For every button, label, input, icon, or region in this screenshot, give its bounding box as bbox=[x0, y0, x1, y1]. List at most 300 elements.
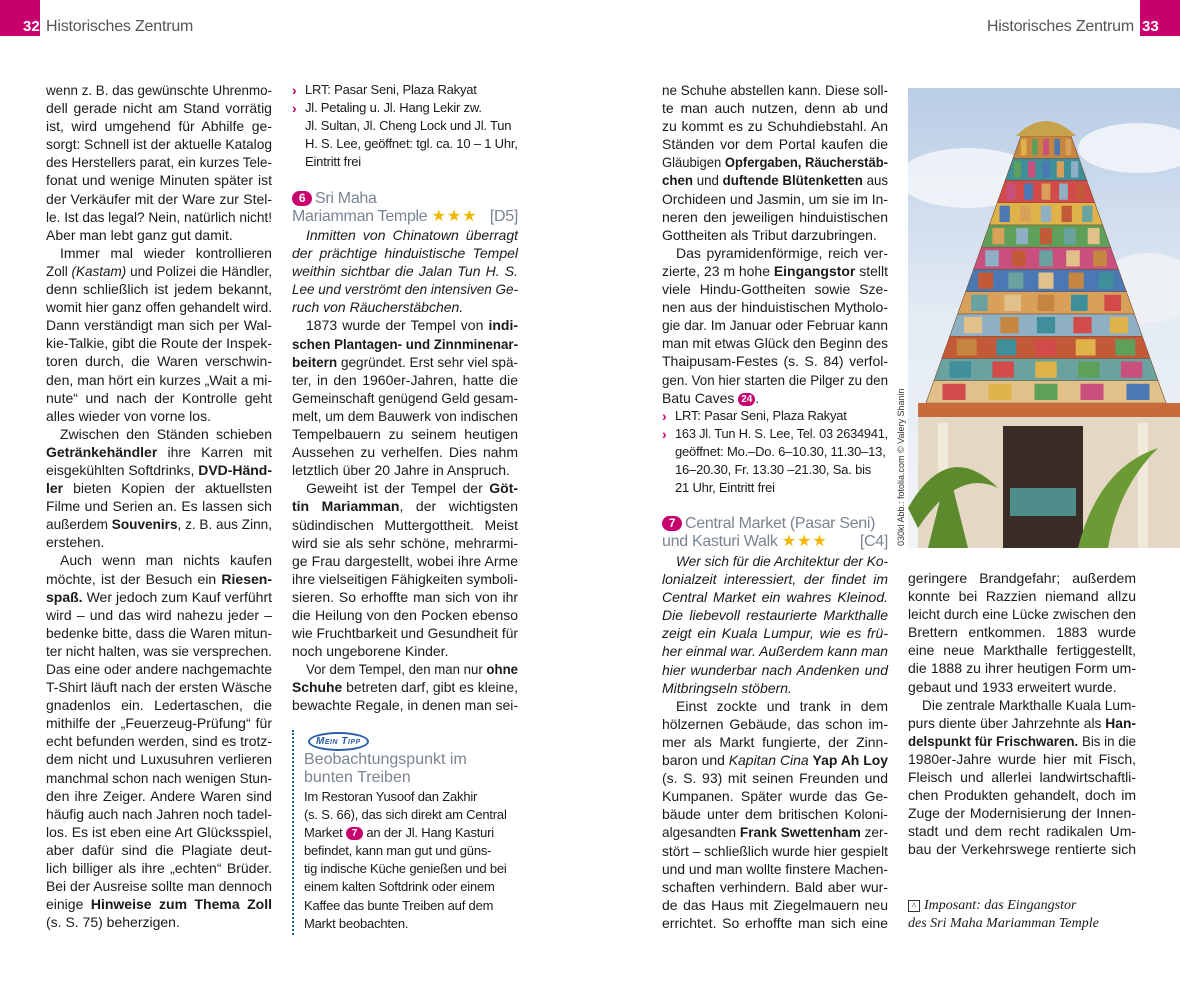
text-run: letztlich über 20 Jahre in Anspruch. bbox=[292, 462, 510, 479]
line-text bbox=[292, 353, 518, 371]
text-line bbox=[662, 697, 888, 715]
text-run: purs diente über Jahrzehnte als bbox=[908, 714, 1106, 731]
text-line bbox=[304, 788, 518, 806]
line-text bbox=[662, 606, 888, 624]
line-text bbox=[46, 135, 272, 153]
text-run: der Verkäufer mit der Ware zur Stel- bbox=[46, 190, 273, 207]
text-line bbox=[662, 425, 889, 443]
text-line bbox=[46, 515, 272, 533]
text-line bbox=[46, 298, 272, 316]
text-line bbox=[46, 153, 272, 171]
line-text bbox=[675, 425, 888, 443]
text-line bbox=[46, 769, 272, 787]
text-line bbox=[46, 99, 272, 117]
text-run: eine neue Markthalle fertiggestellt, bbox=[908, 642, 1136, 659]
text-line bbox=[292, 99, 518, 117]
deity-figure bbox=[950, 362, 971, 378]
italic-text: Lee und verströmt den intensiven Ge- bbox=[292, 281, 519, 298]
line-text bbox=[662, 570, 888, 588]
text-line bbox=[46, 117, 272, 135]
text-line bbox=[662, 661, 888, 679]
text-line bbox=[46, 171, 272, 189]
sight-number-badge: 7 bbox=[346, 827, 363, 840]
text-run: womit hier ganz offen gehandelt wird. bbox=[46, 299, 273, 316]
text-line bbox=[46, 262, 272, 280]
text-run: echt befunden werden, sind es trotz- bbox=[46, 733, 272, 750]
text-run: Market bbox=[304, 825, 346, 841]
text-run: 1980er-Jahre wurde hier mit Fisch, bbox=[908, 750, 1136, 767]
deity-figure bbox=[1035, 384, 1058, 400]
text-line bbox=[662, 860, 888, 878]
line-text bbox=[305, 81, 477, 99]
line-text bbox=[908, 659, 1136, 677]
bold-text: spaß. bbox=[46, 588, 83, 605]
text-line bbox=[46, 135, 272, 153]
text-run: denn schließlich ist jedem bekannt, bbox=[46, 281, 272, 298]
line-text bbox=[292, 497, 518, 515]
deity-figure bbox=[1039, 250, 1053, 266]
text-line bbox=[304, 860, 518, 878]
text-line bbox=[662, 769, 888, 787]
text-run: 1873 wurde der Tempel von bbox=[306, 317, 489, 334]
line-text bbox=[292, 389, 518, 407]
line-text bbox=[292, 642, 448, 660]
text-line bbox=[292, 642, 518, 660]
deity-figure bbox=[1071, 161, 1078, 177]
text-run: T-Shirt läuft nach der ersten Wäsche bbox=[46, 679, 272, 696]
bold-text: Han- bbox=[1105, 714, 1136, 731]
text-run: le. Ist das legal? Nein, natürlich nicht! bbox=[46, 208, 272, 225]
text-run: ge Frau dargestellt, wobei ihre Arme bbox=[292, 552, 518, 569]
text-run: te man auch nutzen, denn ab und bbox=[662, 100, 889, 117]
bold-text: ler bbox=[46, 480, 64, 497]
deity-figure bbox=[1038, 273, 1053, 289]
text-line bbox=[292, 389, 518, 407]
line-text bbox=[46, 714, 272, 732]
text-run: Wer jedoch zum Kauf verführt bbox=[82, 588, 273, 605]
italic-text: lonialzeit interessiert, der findet im bbox=[662, 571, 889, 588]
text-line bbox=[46, 389, 272, 407]
bold-text: Yap Ah Loy bbox=[812, 752, 889, 769]
line-text bbox=[662, 860, 888, 878]
text-line bbox=[46, 859, 272, 877]
deity-figure bbox=[1020, 206, 1030, 222]
text-run: manchmal schon nach wenigen Stun- bbox=[46, 769, 272, 786]
text-line bbox=[908, 804, 1136, 822]
line-text bbox=[292, 461, 510, 479]
text-run: aber dafür sind die Plagiate deut- bbox=[46, 841, 272, 858]
text-run: dell gerade nicht am Stand vorrätig bbox=[46, 100, 272, 117]
text-run: und und man wollte finstere Machen- bbox=[662, 860, 888, 877]
text-run: stört – schließlich wurde hier gespielt bbox=[662, 842, 888, 859]
text-run: Ständen vor dem Portal kaufen die bbox=[662, 136, 888, 153]
text-run: algesandten bbox=[662, 824, 740, 841]
text-line bbox=[662, 153, 888, 171]
column bbox=[1138, 423, 1148, 548]
line-text bbox=[662, 298, 888, 316]
text-run: bieten Kopien der aktuellsten bbox=[63, 480, 272, 497]
text-run: gie dar. Im Januar oder Februar kann bbox=[662, 317, 889, 334]
text-line bbox=[292, 316, 518, 334]
mein-tipp-box bbox=[292, 730, 520, 935]
line-text bbox=[46, 461, 272, 479]
text-run: Kumpanen. Später wurde das Ge- bbox=[662, 788, 888, 805]
bold-text: Frank Swettenham bbox=[739, 824, 861, 841]
text-run: Gläubigen bbox=[662, 154, 725, 171]
text-run: Kaffee das bunte Treiben auf dem bbox=[304, 897, 494, 913]
line-text bbox=[662, 316, 888, 334]
deity-figure bbox=[1078, 362, 1099, 378]
sight-6-heading bbox=[292, 190, 518, 226]
deity-figure bbox=[1077, 184, 1086, 200]
text-line bbox=[305, 117, 518, 135]
line-text bbox=[46, 877, 272, 895]
text-line bbox=[662, 389, 888, 407]
sight-7-heading bbox=[662, 515, 888, 551]
deity-figure bbox=[1057, 161, 1064, 177]
text-run: Aber man lebt ganz gut damit. bbox=[46, 226, 233, 243]
text-line bbox=[908, 623, 1136, 641]
text-run: errichtet. So erhoffte man sich eine bbox=[662, 914, 889, 931]
text-line bbox=[292, 425, 518, 443]
line-text bbox=[908, 587, 1136, 605]
text-run: zierte, 23 m hohe bbox=[662, 262, 774, 279]
text-run: gegründet. Erst sehr viel spä- bbox=[337, 353, 519, 370]
text-run: , z. B. aus Zinn, bbox=[177, 516, 272, 533]
text-line bbox=[304, 806, 518, 824]
deity-figure bbox=[992, 228, 1004, 244]
text-run: Bis in die bbox=[1078, 732, 1136, 749]
line-text bbox=[46, 678, 272, 696]
text-line bbox=[292, 298, 518, 316]
text-run: mer als Markt fungierte, der Zinn- bbox=[662, 733, 889, 750]
page-number-left: 32 bbox=[23, 18, 40, 35]
text-run: aus bbox=[862, 172, 889, 189]
line-text bbox=[908, 750, 1136, 768]
text-run: fonat und wenige Minuten später ist bbox=[46, 172, 272, 189]
door-decoration bbox=[1010, 488, 1076, 516]
line-text bbox=[46, 497, 272, 515]
line-text bbox=[46, 334, 272, 352]
text-line bbox=[662, 352, 888, 370]
line-text bbox=[292, 624, 518, 642]
text-run: mithilfe der „Feuerzeug-Prüfung“ für bbox=[46, 715, 272, 732]
text-line bbox=[46, 678, 272, 696]
line-text bbox=[908, 623, 1136, 641]
text-line bbox=[46, 841, 272, 859]
line-text bbox=[306, 316, 518, 334]
deity-figure bbox=[985, 250, 999, 266]
line-text bbox=[662, 914, 888, 932]
text-line bbox=[292, 497, 518, 515]
text-run: LRT: Pasar Seni, Plaza Rakyat bbox=[305, 82, 477, 97]
text-line bbox=[292, 353, 518, 371]
deity-figure bbox=[1032, 139, 1038, 155]
text-run: (s. S. 75) beherzigen. bbox=[46, 914, 180, 931]
deity-figure bbox=[1000, 206, 1010, 222]
line-text bbox=[662, 371, 888, 389]
text-run: Jl. Sultan, Jl. Cheng Lock und Jl. Tun bbox=[305, 118, 512, 134]
deity-figure bbox=[1000, 317, 1018, 333]
line-text bbox=[305, 135, 518, 153]
line-text bbox=[292, 534, 518, 552]
line-text bbox=[46, 913, 180, 931]
text-line bbox=[46, 570, 272, 588]
deity-figure bbox=[1066, 250, 1080, 266]
line-text bbox=[46, 208, 272, 226]
deity-figure bbox=[1012, 250, 1026, 266]
line-text bbox=[304, 824, 494, 842]
line-text bbox=[304, 788, 477, 806]
text-line bbox=[908, 714, 1136, 732]
line-text bbox=[46, 407, 211, 425]
text-run: man mit etwas Glück den Beginn des bbox=[662, 335, 888, 352]
text-run: bäude unter dem britischen Koloni- bbox=[662, 806, 888, 823]
text-line bbox=[662, 823, 888, 841]
text-run: gnadenlos ein. Ledertaschen, die bbox=[46, 697, 272, 714]
text-run: stellt bbox=[855, 262, 888, 279]
text-line bbox=[908, 569, 1136, 587]
bold-text: Göt- bbox=[489, 480, 519, 497]
bold-text: chen bbox=[662, 172, 694, 189]
text-line bbox=[908, 641, 1136, 659]
deity-figure bbox=[992, 362, 1013, 378]
text-line bbox=[292, 335, 518, 353]
line-text bbox=[908, 804, 1136, 822]
text-run: südindischen Muttergottheit. Meist bbox=[292, 516, 518, 533]
deity-figure bbox=[1062, 206, 1072, 222]
text-line bbox=[908, 659, 1136, 677]
bold-text: schen Plantagen- und Zinnminenar- bbox=[292, 335, 519, 352]
text-line bbox=[662, 642, 888, 660]
text-line bbox=[908, 732, 1136, 750]
tipp-title: Beobachtungspunkt im bbox=[304, 751, 467, 768]
bold-text: indi- bbox=[488, 317, 519, 334]
line-text bbox=[676, 244, 888, 262]
column-1-text bbox=[46, 81, 272, 931]
text-line bbox=[662, 878, 888, 896]
text-run: erstehen. bbox=[46, 534, 105, 551]
line-text bbox=[292, 570, 518, 588]
text-run: Die zentrale Markthalle Kuala Lum- bbox=[922, 696, 1136, 713]
deity-figure bbox=[1073, 317, 1091, 333]
text-run: noch ungeborene Kinder. bbox=[292, 643, 449, 660]
text-run: gebaut und 1933 erweitert wurde. bbox=[908, 678, 1117, 695]
text-line bbox=[662, 624, 888, 642]
line-text bbox=[662, 389, 759, 407]
deity-figure bbox=[1099, 273, 1114, 289]
line-text bbox=[46, 371, 272, 389]
line-text bbox=[306, 479, 518, 497]
text-line bbox=[292, 570, 518, 588]
photo-credit: 030kl Abb.: fotolia.com © Valery Shanin bbox=[896, 388, 906, 546]
deity-figure bbox=[1007, 184, 1016, 200]
text-line bbox=[292, 606, 518, 624]
text-run: (s. S. 66), das sich direkt am Central bbox=[304, 807, 507, 823]
text-line bbox=[662, 244, 888, 262]
line-text bbox=[662, 896, 888, 914]
line-text bbox=[60, 551, 272, 569]
line-text bbox=[46, 642, 272, 660]
text-run: bewachte Regale, in denen man sei- bbox=[292, 697, 518, 714]
line-text bbox=[305, 153, 361, 171]
text-run: Aussehen zu verhelfen. Dies nahm bbox=[292, 444, 519, 461]
text-run: den ihre Zeiger. Andere Waren sind bbox=[46, 787, 272, 804]
line-text bbox=[675, 461, 871, 479]
line-text bbox=[662, 624, 888, 642]
sight-title: Central Market (Pasar Seni) bbox=[685, 515, 876, 532]
text-run: wenn z. B. das gewünschte Uhrenmo- bbox=[46, 82, 273, 98]
line-text bbox=[662, 661, 888, 679]
text-line bbox=[292, 516, 518, 534]
deity-figure bbox=[1014, 161, 1021, 177]
line-text bbox=[46, 171, 272, 189]
line-text bbox=[662, 117, 888, 135]
sight-6-info-list bbox=[662, 407, 889, 497]
text-line bbox=[292, 588, 518, 606]
text-line bbox=[662, 117, 888, 135]
deity-figure bbox=[1121, 362, 1142, 378]
bold-text: Getränkehändler bbox=[46, 443, 158, 460]
text-line bbox=[305, 135, 518, 153]
text-run: toren durch, die Waren verschwin- bbox=[46, 353, 272, 370]
text-line bbox=[46, 407, 272, 425]
text-line bbox=[908, 822, 1136, 840]
sight-number-badge: 7 bbox=[662, 516, 682, 531]
line-text bbox=[292, 678, 518, 696]
text-run: Brettern entkommen. 1883 wurde bbox=[908, 624, 1136, 641]
text-line bbox=[304, 842, 518, 860]
deity-figure bbox=[1110, 317, 1128, 333]
line-text bbox=[304, 897, 493, 915]
line-text bbox=[305, 99, 482, 117]
text-run: . bbox=[755, 389, 760, 406]
text-run: Auch wenn man nichts kaufen bbox=[60, 552, 272, 569]
text-run: Markt beobachten. bbox=[304, 915, 409, 931]
text-run: Geweiht ist der Tempel der bbox=[306, 480, 490, 497]
text-line bbox=[662, 842, 888, 860]
deity-figure bbox=[1021, 139, 1027, 155]
line-text bbox=[292, 298, 463, 316]
text-run: tig indische Küche genießen und bei bbox=[304, 861, 507, 877]
text-run: einem kalten Softdrink oder einem bbox=[304, 879, 495, 895]
text-run: LRT: Pasar Seni, Plaza Rakyat bbox=[675, 408, 847, 423]
text-run: ihre Karren mit bbox=[157, 443, 272, 460]
text-run: möchte, ist der Besuch ein bbox=[46, 570, 222, 587]
text-line bbox=[662, 606, 888, 624]
text-line bbox=[304, 824, 518, 842]
text-run: lich billiger als ihre „echten“ Brüder. bbox=[46, 860, 273, 877]
tipp-title: bunten Treiben bbox=[304, 769, 411, 787]
line-text bbox=[908, 732, 1136, 750]
text-line bbox=[304, 878, 518, 896]
text-line bbox=[292, 262, 518, 280]
text-line bbox=[46, 190, 272, 208]
text-line bbox=[662, 226, 888, 244]
text-line bbox=[662, 190, 888, 208]
text-run: bedenke bitte, dass die Waren mitun- bbox=[46, 624, 272, 641]
line-text bbox=[662, 280, 888, 298]
sight-5-info-list bbox=[292, 81, 518, 171]
text-line bbox=[675, 461, 888, 479]
text-line bbox=[292, 226, 518, 244]
text-line bbox=[662, 171, 888, 189]
text-run: baron und bbox=[662, 752, 729, 769]
text-run: geöffnet: Mo.–Do. 6–10.30, 11.30–13, bbox=[675, 444, 886, 460]
text-line bbox=[46, 208, 272, 226]
line-text bbox=[46, 190, 272, 208]
deity-figure bbox=[1088, 228, 1100, 244]
text-run: Eintritt frei bbox=[305, 154, 361, 170]
sight-title: und Kasturi Walk bbox=[662, 533, 778, 551]
deity-figure bbox=[978, 273, 993, 289]
text-line bbox=[292, 552, 518, 570]
line-text bbox=[46, 624, 272, 642]
text-run: 163 Jl. Tun H. S. Lee, Tel. 03 2634941, bbox=[675, 426, 889, 442]
line-text bbox=[675, 407, 847, 425]
deity-figure bbox=[1038, 295, 1055, 311]
text-line bbox=[662, 751, 888, 769]
text-line bbox=[46, 497, 272, 515]
deity-figure bbox=[1127, 384, 1150, 400]
text-run: ter nicht halten, was sie versprechen. bbox=[46, 642, 272, 659]
text-run: Gottheiten als Tribut darzubringen. bbox=[662, 226, 877, 243]
text-run: wie Fruchtbarkeit und Gesundheit für bbox=[292, 625, 518, 642]
sight-7-description bbox=[662, 552, 888, 932]
text-run: gen. Von hier starten die Pilger zu den bbox=[662, 371, 888, 388]
text-line bbox=[46, 714, 272, 732]
text-run: ter, in den 1960er-Jahren, hatte die bbox=[292, 371, 518, 388]
temple-cornice bbox=[918, 403, 1180, 417]
text-run: wird sie als sehr schöne, mehrarmi- bbox=[292, 534, 519, 551]
line-text bbox=[292, 552, 518, 570]
text-run: leicht durch eine Lücke zwischen den bbox=[908, 606, 1137, 623]
deity-figure bbox=[1104, 295, 1121, 311]
line-text bbox=[662, 226, 877, 244]
text-line bbox=[46, 371, 272, 389]
text-run: Batu Caves bbox=[662, 389, 739, 406]
line-text bbox=[292, 425, 518, 443]
deity-figure bbox=[1041, 206, 1051, 222]
deity-figure bbox=[1024, 184, 1033, 200]
text-line bbox=[46, 479, 272, 497]
text-run: alles wieder von vorne los. bbox=[46, 407, 211, 424]
text-run: ist, wird umgehend für Abhilfe ge- bbox=[46, 118, 272, 135]
text-line bbox=[292, 479, 518, 497]
text-line bbox=[662, 371, 888, 389]
line-text bbox=[662, 208, 888, 226]
text-line bbox=[292, 461, 518, 479]
tipp-heading bbox=[304, 751, 467, 787]
text-line bbox=[908, 840, 1136, 858]
deity-figure bbox=[1069, 273, 1084, 289]
text-run: bau der Verkehrswege rentierte sich bbox=[908, 841, 1137, 858]
mein-tipp-badge: Mein Tipp bbox=[308, 732, 369, 751]
bold-text: Opfergaben, Räucherstäb- bbox=[724, 154, 889, 171]
text-line bbox=[46, 913, 272, 931]
deity-figure bbox=[1071, 295, 1088, 311]
text-line bbox=[292, 371, 518, 389]
line-text bbox=[46, 298, 272, 316]
text-run: , der wichtigsten bbox=[399, 498, 518, 515]
deity-figure bbox=[943, 384, 966, 400]
text-line bbox=[662, 81, 888, 99]
text-line bbox=[304, 915, 518, 933]
line-text bbox=[292, 280, 518, 298]
deity-figure bbox=[964, 317, 982, 333]
text-line bbox=[908, 750, 1136, 768]
text-line bbox=[292, 280, 518, 298]
